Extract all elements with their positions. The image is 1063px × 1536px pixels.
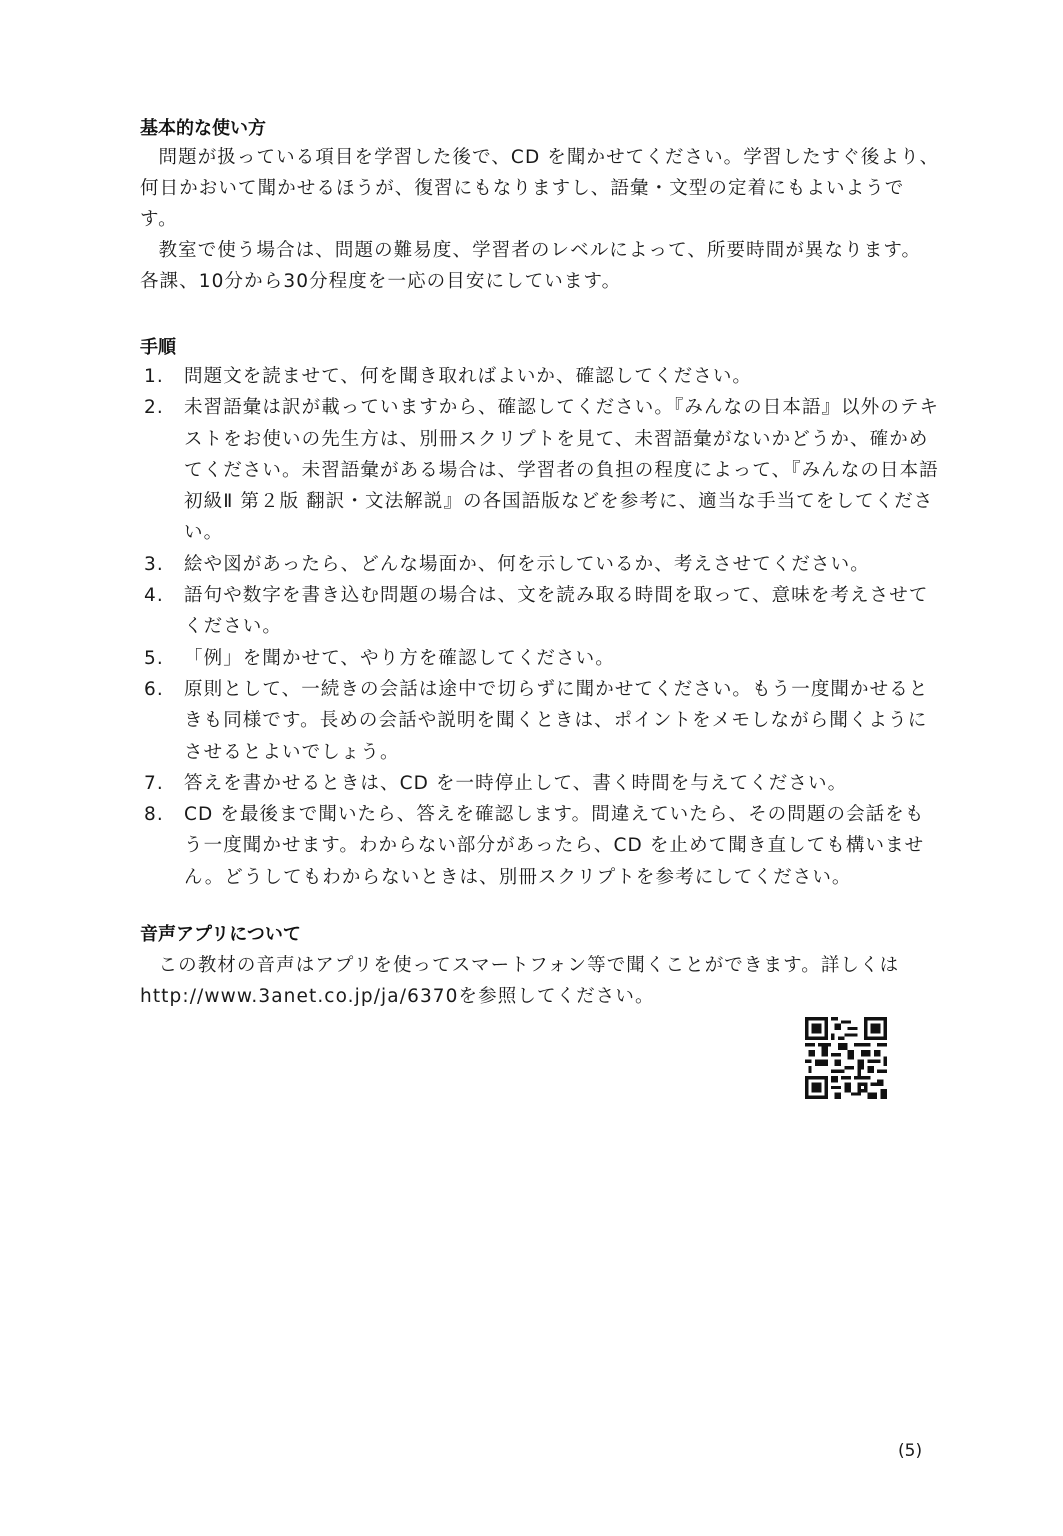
step-text: 絵や図があったら、どんな場面か、何を示しているか、考えさせてください。 (184, 553, 870, 575)
qr-code-icon[interactable] (805, 1017, 887, 1099)
step-number: 1. (144, 366, 164, 387)
procedure-step (140, 361, 940, 392)
section-heading-basic-usage: 基本的な使い方 (140, 118, 266, 139)
procedure-step (140, 799, 940, 893)
procedure-step (140, 643, 940, 674)
step-number: 4. (144, 585, 164, 607)
step-number: 7. (144, 772, 164, 794)
paragraph-audio-app: この教材の音声はアプリを使ってスマートフォン等で聞くことができます。詳しくは http://www.3anet.co.jp/ja/6370を参照してください。 (140, 955, 900, 1007)
step-number: 6. (144, 678, 164, 700)
page-number: (5) (898, 1441, 923, 1461)
procedure-step (140, 580, 940, 643)
procedure-step (140, 549, 940, 580)
step-text: 原則として、一続きの会話は途中で切らずに聞かせてください。もう一度聞かせるときも同様です。長めの会話や説明を聞くときは、ポイントをメモしながら聞くようにさせるとよいでしょう。 (184, 678, 929, 763)
procedure-list (140, 361, 940, 893)
procedure-step (140, 674, 940, 768)
procedure-step (140, 392, 940, 548)
step-text: 未習語彙は訳が載っていますから、確認してください。『みんなの日本語』以外のテキストをお使いの先生方は、別冊スクリプトを見て、未習語彙がないかどうか、確かめてください。未習語彙がある場合は、学習者の負担の程度によって、『みんなの日本語 初級Ⅱ 第２版 翻訳・文法解説』の各国語版などを参考に、適当な手当てをしてください。 (184, 397, 940, 544)
section-heading-procedure: 手順 (140, 337, 176, 358)
paragraph-usage-2: 教室で使う場合は、問題の難易度、学習者のレベルによって、所要時間が異なります。各課、10分から30分程度を一応の目安にしています。 (140, 240, 922, 292)
step-number: 3. (144, 553, 164, 575)
step-text: 問題文を読ませて、何を聞き取ればよいか、確認してください。 (184, 366, 753, 387)
step-text: 語句や数字を書き込む問題の場合は、文を読み取る時間を取って、意味を考えさせてください。 (184, 585, 929, 638)
step-number: 2. (144, 397, 164, 419)
step-number: 5. (144, 647, 164, 669)
step-text: 「例」を聞かせて、やり方を確認してください。 (184, 647, 615, 669)
paragraph-usage-1: 問題が扱っている項目を学習した後で、CD を聞かせてください。学習したすぐ後より、何日かおいて聞かせるほうが、復習にもなりますし、語彙・文型の定着にもよいようです。 (140, 147, 940, 230)
step-text: 答えを書かせるときは、CD を一時停止して、書く時間を与えてください。 (184, 772, 848, 794)
section-heading-audio-app: 音声アプリについて (140, 924, 301, 945)
step-number: 8. (144, 804, 164, 826)
procedure-step (140, 768, 940, 799)
step-text: CD を最後まで聞いたら、答えを確認します。間違えていたら、その問題の会話をもう一度聞かせます。わからない部分があったら、CD を止めて聞き直しても構いません。どうしてもわからないときは、別冊スクリプトを参考にしてください。 (184, 804, 925, 888)
